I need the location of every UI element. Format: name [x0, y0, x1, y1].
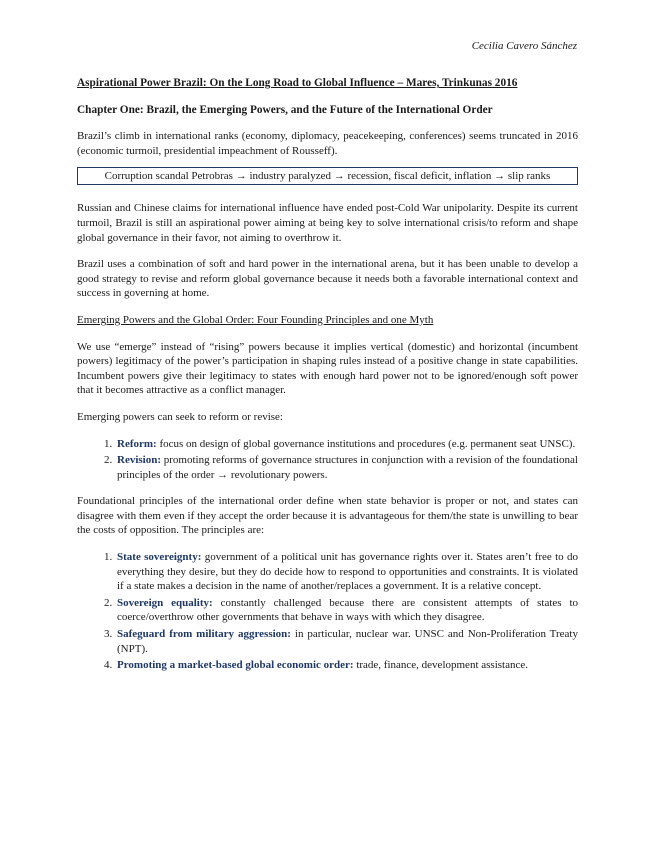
list-text: in particular, nuclear war. UNSC and Non-Proliferation Treaty (NPT).	[117, 628, 578, 655]
paragraph-4: We use “emerge” instead of “rising” powers because it implies vertical (domestic) and horizontal (incumbent powers) legitimacy of the power’s participation in shaping rules instead of a positive change in state capabilities. Incumbent powers give their legitimacy to states with enough hard power not to be ignored/enough soft power that it becomes attractive as a conflict manager.	[77, 340, 578, 397]
document-title: Aspirational Power Brazil: On the Long Road to Global Influence – Mares, Trinkunas 2016	[77, 77, 518, 89]
list-text: focus on design of global governance institutions and procedures (e.g. permanent seat UNSC).	[156, 437, 576, 450]
list-item	[115, 627, 578, 656]
paragraph-6: Foundational principles of the international order define when state behavior is proper or not, and states can disagree with them even if they accept the order because it is advantageous for them/the state is unwilling to bear the costs of opposition. The principles are:	[77, 495, 578, 537]
author-name: Cecilia Cavero Sánchez	[471, 40, 577, 52]
chapter-heading: Chapter One: Brazil, the Emerging Powers, and the Future of the International Order	[77, 103, 493, 116]
list-item	[115, 437, 578, 452]
list-text: constantly challenged because there are consistent attempts of states to coerce/overthrow other governments that behave in ways with which they disagree.	[117, 596, 579, 624]
list-term: Safeguard from military aggression:	[117, 628, 291, 641]
list-term: Reform:	[117, 437, 157, 450]
list-item	[115, 453, 578, 482]
paragraph-5: Emerging powers can seek to reform or revise:	[77, 410, 283, 423]
list-text: trade, finance, development assistance.	[353, 659, 528, 672]
list-item	[115, 658, 578, 673]
list-term: Revision:	[117, 454, 161, 467]
list-term: Sovereign equality:	[117, 596, 213, 609]
paragraph-2: Russian and Chinese claims for international influence have ended post-Cold War unipolarity. Despite its current turmoil, Brazil is still an aspirational power aiming at being key to solve international crisis/to reform and shape global governance in their favor, not aiming to overthrow it.	[77, 202, 578, 244]
list-text: government of a political unit has governance rights over it. States aren’t free to do everything they desire, but they do decide how to respond to opportunities and constraints. It is violated if a state makes a decision in the name of another/replaces a government. It is a relative concept.	[117, 551, 578, 593]
list-term: Promoting a market-based global economic order:	[117, 659, 354, 672]
principles-list	[77, 550, 578, 673]
reform-revise-list	[77, 437, 578, 483]
document-body	[77, 76, 578, 685]
summary-box: Corruption scandal Petrobras → industry paralyzed → recession, fiscal deficit, inflation → slip ranks	[77, 167, 578, 185]
list-item	[115, 596, 578, 625]
list-item	[115, 550, 578, 594]
section-heading: Emerging Powers and the Global Order: Four Founding Principles and one Myth	[77, 313, 434, 326]
list-text: promoting reforms of governance structures in conjunction with a revision of the foundational principles of the order → revolutionary powers.	[117, 454, 578, 481]
paragraph-1: Brazil’s climb in international ranks (economy, diplomacy, peacekeeping, conferences) seems truncated in 2016 (economic turmoil, presidential impeachment of Rousseff).	[77, 130, 578, 157]
list-term: State sovereignty:	[117, 551, 202, 564]
paragraph-3: Brazil uses a combination of soft and hard power in the international arena, but it has been unable to develop a good strategy to revise and reform global governance because it needs both a favorable international context and success in governing at home.	[77, 258, 578, 300]
